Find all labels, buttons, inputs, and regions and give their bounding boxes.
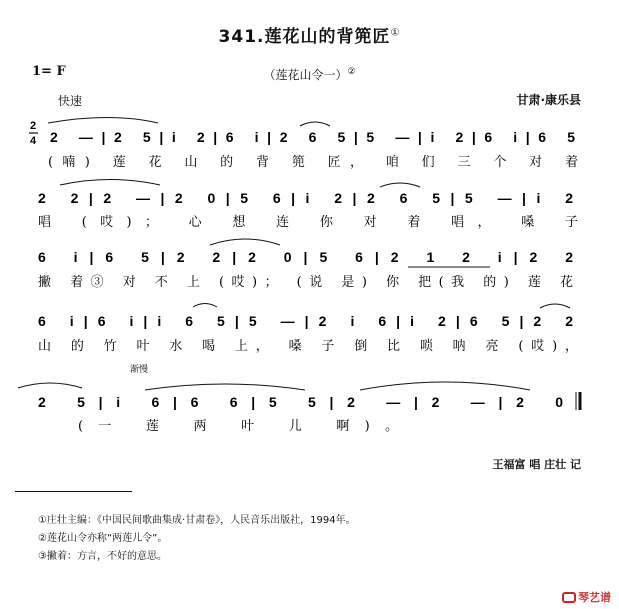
footnote-1: ①庄壮主编：《中国民间歌曲集成·甘肃卷》，人民音乐出版社，1994年。 xyxy=(38,515,356,526)
key-signature: 1= F xyxy=(32,64,66,79)
time-sig-bottom: 4 xyxy=(30,135,37,147)
footnote-rule xyxy=(15,491,132,492)
music-line-4: 6 i|6 i|i 6 5|5 —|2 i 6|i 2|6 5|2 2 xyxy=(38,313,573,329)
subtitle: （莲花山令一）② xyxy=(263,67,356,82)
footnote-2: ②莲花山令亦称“两莲儿令”。 xyxy=(38,533,168,544)
tempo-marking: 快速 xyxy=(58,94,83,108)
time-sig-top: 2 xyxy=(30,120,37,132)
lyric-line-2: 唱 (哎)； 心 想 连 你 对 着 唱， 嗓 子 xyxy=(38,215,578,230)
title-footnote-marker: ① xyxy=(390,27,401,39)
performer-credits: 王福富 唱 庄壮 记 xyxy=(492,458,581,471)
song-title: 341.莲花山的背篼匠① xyxy=(218,27,401,47)
footnote-3: ③撇着：方言，不好的意思。 xyxy=(38,551,167,562)
lyric-line-5: (一 莲 两 叶 儿 啊)。 xyxy=(78,419,398,434)
watermark-logo: 琴艺谱 xyxy=(562,589,611,605)
subtitle-footnote-marker: ② xyxy=(347,67,356,77)
music-line-3: 6 i|6 5|2 2|2 0|5 6|2 1 2 i|2 2 xyxy=(38,249,573,265)
music-line-5: 2 5|i 6|6 6|5 5|2 —|2 —|2 0 xyxy=(38,394,563,410)
music-line-2: 2 2|2 —|2 0|5 6|i 2|2 6 5|5 —|i 2 xyxy=(38,190,573,206)
lyric-line-4: 山 的 竹 叶 水 喝 上， 嗓 子 倒 比 唢 呐 亮 (哎)， xyxy=(38,339,578,354)
tempo-change-annotation: 渐慢 xyxy=(130,365,149,375)
lyric-line-3: 撇 着③ 对 不 上 (哎)； (说 是) 你 把(我 的) 莲 花 xyxy=(38,275,573,290)
music-line-1: 2 —|2 5|i 2|6 i|2 6 5|5 —|i 2|6 i|6 5 xyxy=(50,129,575,145)
lyric-line-1: (喃) 莲 花 山 的 背 篼 匠， 咱 们 三 个 对 着 xyxy=(48,155,578,170)
region-label: 甘肃·康乐县 xyxy=(516,93,581,107)
logo-icon xyxy=(562,592,576,603)
